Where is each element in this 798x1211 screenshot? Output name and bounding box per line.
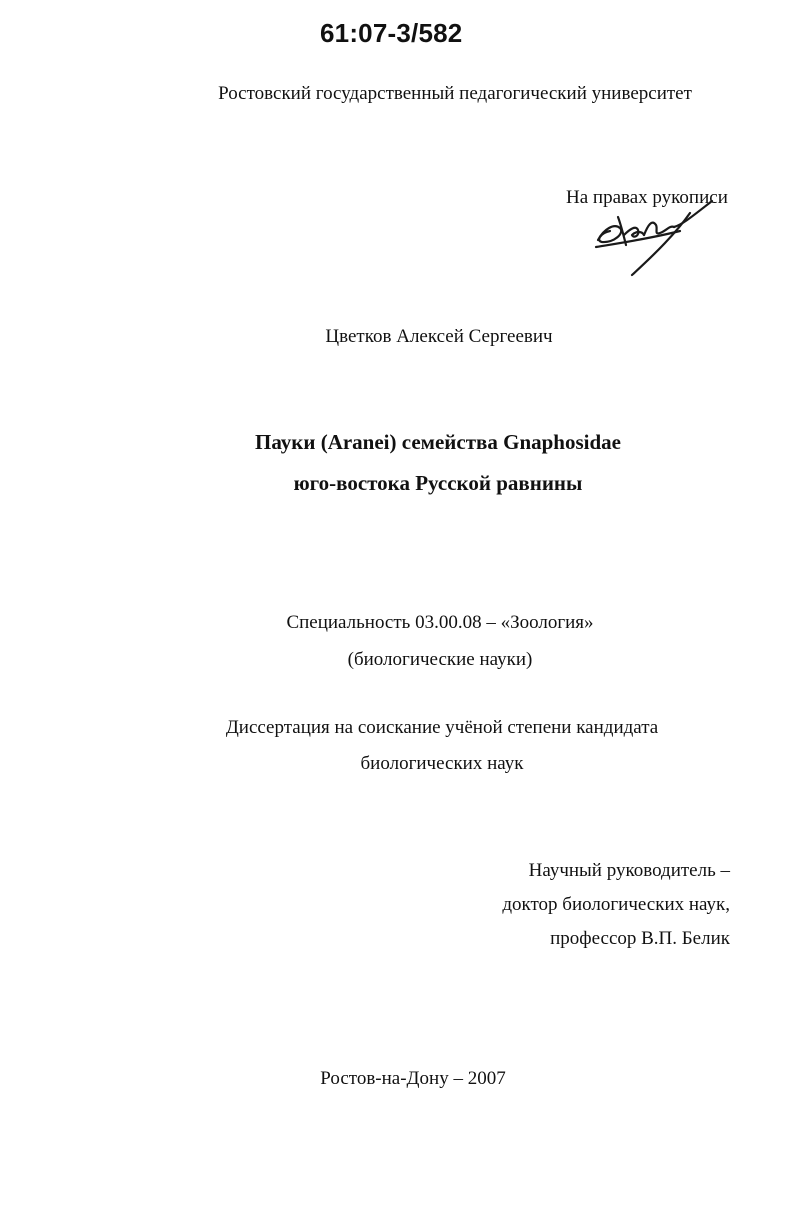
degree-statement-line-1: Диссертация на соискание учёной степени кандидата (225, 717, 659, 738)
supervisor-name: профессор В.П. Белик (550, 928, 730, 949)
specialty-line: Специальность 03.00.08 – «Зоология» (286, 612, 594, 633)
degree-statement-line-2: биологических наук (360, 753, 524, 774)
dissertation-title-line-2: юго-востока Русской равнины (293, 471, 583, 495)
manuscript-rights-note: На правах рукописи (566, 187, 728, 208)
handwritten-signature (590, 195, 730, 280)
dissertation-title-line-1: Пауки (Aranei) семейства Gnaphosidae (254, 430, 621, 454)
science-field-line: (биологические науки) (347, 649, 533, 670)
archive-code: 61:07-3/582 (320, 18, 463, 48)
supervisor-degree: доктор биологических наук, (502, 894, 730, 915)
place-and-year: Ростов-на-Дону – 2007 (320, 1068, 506, 1089)
supervisor-role: Научный руководитель – (528, 860, 730, 881)
author-name: Цветков Алексей Сергеевич (325, 326, 553, 347)
university-name: Ростовский государственный педагогический университет (218, 83, 692, 104)
